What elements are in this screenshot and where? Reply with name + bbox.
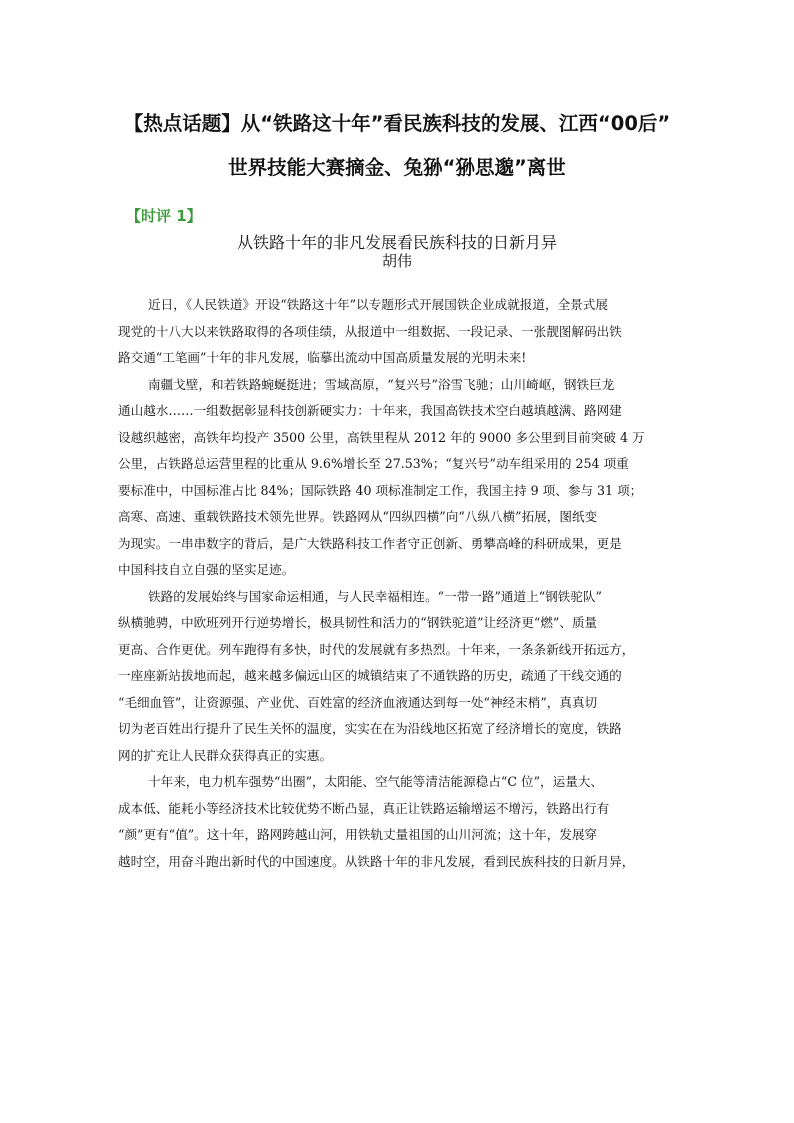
paragraph-line: 更高、合作更优。列车跑得有多快，时代的发展就有多热烈。十年来，一条条新线开拓远方，	[118, 641, 635, 657]
paragraph	[118, 769, 684, 875]
paragraph-line: 切为老百姓出行提升了民生关怀的温度，实实在在为沿线地区拓宽了经济增长的宽度，铁路	[118, 721, 622, 736]
paragraph-line: 纵横驰骋，中欧班列开行逆势增长，极具韧性和活力的“钢铁驼道”让经济更“燃”、质量	[118, 615, 598, 630]
paragraph-line: 设越织越密，高铁年均投产 3500 公里，高铁里程从 2012 年的 9000 多公里到目前突破 4 万	[118, 429, 645, 445]
paragraph-line: 中国科技自立自强的坚实足迹。	[118, 562, 295, 577]
paragraph-line: 现党的十八大以来铁路取得的各项佳绩，从报道中一组数据、一段记录、一张靓图解码出铁	[118, 323, 622, 339]
paragraph-line: 近日，《人民铁道》开设“铁路这十年”以专题形式开展国铁企业成就报道，全景式展	[148, 297, 608, 312]
paragraph	[118, 584, 684, 770]
paragraph-line: 成本低、能耗小等经济技术比较优势不断凸显，真正让铁路运输增运不增污，铁路出行有	[118, 800, 610, 816]
paragraph-line: 要标准中，中国标准占比 84%；国际铁路 40 项标准制定工作，我国主持 9 项、参与 31 项；	[118, 482, 643, 498]
paragraph-line: 铁路的发展始终与国家命运相通，与人民幸福相连。“一带一路”通道上“钢铁驼队”	[148, 588, 602, 604]
title-line-2: 世界技能大赛摘金、兔狲“狲思邈”离世	[228, 156, 566, 179]
paragraph	[118, 372, 684, 584]
paragraph-line: 高寒、高速、重载铁路技术领先世界。铁路网从“四纵四横”向“八纵八横”拓展，图纸变	[118, 509, 598, 524]
paragraph-line: “毛细血管”，让资源强、产业优、百姓富的经济血液通达到每一处“神经末梢”，真真切	[118, 694, 598, 710]
paragraph-line: 南疆戈壁，和若铁路蜿蜒挺进；雪域高原，“复兴号”浴雪飞驰；山川崎岖，钢铁巨龙	[148, 376, 615, 392]
article-author: 胡伟	[381, 252, 412, 270]
paragraph-line: 一座座新站拔地而起，越来越多偏远山区的城镇结束了不通铁路的历史，疏通了干线交通的	[118, 668, 622, 683]
title-line-1: 【热点话题】从“铁路这十年”看民族科技的发展、江西“00后”	[123, 112, 671, 135]
paragraph-line: 十年来，电力机车强势“出圈”，太阳能、空气能等清洁能源稳占“C 位”，运量大、	[148, 774, 603, 789]
paragraph-line: 路交通“工笔画”十年的非凡发展，临摹出流动中国高质量发展的光明未来!	[118, 350, 527, 365]
document-title	[80, 102, 714, 190]
paragraph	[118, 292, 684, 372]
paragraph-line: 公里，占铁路总运营里程的比重从 9.6%增长至 27.53%；“复兴号”动车组采用的 254 项重	[118, 456, 629, 471]
paragraph-line: 网的扩充让人民群众获得真正的实惠。	[118, 747, 333, 763]
section-tag: 【时评 1】	[126, 207, 202, 225]
paragraph-line: “颜”更有“值”。这十年，路网跨越山河，用铁轨丈量祖国的山川河流；这十年，发展穿	[118, 827, 598, 842]
paragraph-line: 为现实。一串串数字的背后，是广大铁路科技工作者守正创新、勇攀高峰的科研成果，更是	[118, 535, 622, 551]
article-body	[118, 292, 684, 875]
paragraph-line: 通山越水……一组数据彰显科技创新硬实力：十年来，我国高铁技术空白越填越满、路网建	[118, 403, 622, 418]
article-title: 从铁路十年的非凡发展看民族科技的日新月异	[236, 233, 557, 252]
paragraph-line: 越时空，用奋斗跑出新时代的中国速度。从铁路十年的非凡发展，看到民族科技的日新月异，	[118, 853, 635, 869]
